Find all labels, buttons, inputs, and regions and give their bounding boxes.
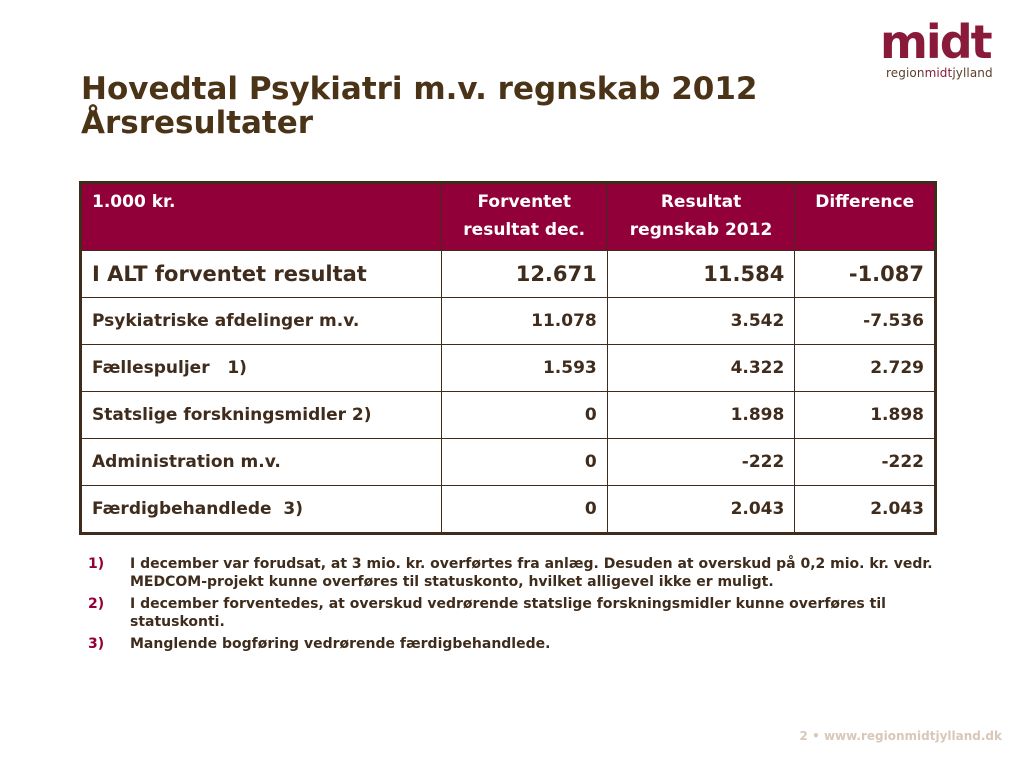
logo-tagline: regionmidtjylland xyxy=(886,66,993,80)
footer-url: www.regionmidtjylland.dk xyxy=(823,729,1002,743)
footnote-text: I december var forudsat, at 3 mio. kr. overførtes fra anlæg. Desuden at overskud på 0,2 mio. kr. vedr. MEDCOM-projekt kunne overføres til statuskonto, hvilket alligevel ikke er muligt. xyxy=(130,556,933,590)
table-row xyxy=(81,298,936,345)
slide-footer xyxy=(800,729,1002,743)
footnote-number: 3) xyxy=(88,636,105,652)
footnote-item xyxy=(88,555,968,591)
logo-wordmark: midt xyxy=(880,20,991,64)
row-forventet: 11.078 xyxy=(441,298,607,345)
footnote-number: 2) xyxy=(88,596,105,612)
row-label: Færdigbehandlede 3) xyxy=(81,486,442,534)
table-row xyxy=(81,486,936,534)
row-resultat: 4.322 xyxy=(607,345,795,392)
table-row xyxy=(81,439,936,486)
row-resultat: 11.584 xyxy=(607,251,795,298)
row-resultat: 1.898 xyxy=(607,392,795,439)
footer-separator: • xyxy=(812,729,820,743)
results-table xyxy=(79,181,937,535)
row-difference: -222 xyxy=(795,439,936,486)
footnote-number: 1) xyxy=(88,556,105,572)
row-difference: 2.729 xyxy=(795,345,936,392)
header-unit: 1.000 kr. xyxy=(81,183,442,251)
header-difference: Difference xyxy=(795,183,936,251)
header-resultat: Resultat regnskab 2012 xyxy=(607,183,795,251)
region-midtjylland-logo xyxy=(878,20,1008,82)
midt-logo-icon xyxy=(878,20,1004,64)
footnote-item xyxy=(88,595,968,631)
row-label: Fællespuljer 1) xyxy=(81,345,442,392)
row-resultat: 3.542 xyxy=(607,298,795,345)
table-row xyxy=(81,251,936,298)
row-forventet: 12.671 xyxy=(441,251,607,298)
footnote-text: I december forventedes, at overskud vedrørende statslige forskningsmidler kunne overføres til statuskonti. xyxy=(130,596,886,630)
row-resultat: -222 xyxy=(607,439,795,486)
row-difference: -1.087 xyxy=(795,251,936,298)
title-line-1: Hovedtal Psykiatri m.v. regnskab 2012 xyxy=(81,71,758,107)
row-difference: 1.898 xyxy=(795,392,936,439)
title-line-2: Årsresultater xyxy=(81,105,314,141)
table-header-row xyxy=(81,183,936,251)
row-label: Psykiatriske afdelinger m.v. xyxy=(81,298,442,345)
row-forventet: 0 xyxy=(441,439,607,486)
row-label: Administration m.v. xyxy=(81,439,442,486)
footnote-item xyxy=(88,635,968,653)
row-resultat: 2.043 xyxy=(607,486,795,534)
row-label: I ALT forventet resultat xyxy=(81,251,442,298)
row-difference: 2.043 xyxy=(795,486,936,534)
table-row xyxy=(81,392,936,439)
row-forventet: 1.593 xyxy=(441,345,607,392)
page-number: 2 xyxy=(799,729,808,743)
footnote-text: Manglende bogføring vedrørende færdigbehandlede. xyxy=(130,636,551,652)
row-label: Statslige forskningsmidler 2) xyxy=(81,392,442,439)
footnotes xyxy=(88,555,968,657)
row-difference: -7.536 xyxy=(795,298,936,345)
row-forventet: 0 xyxy=(441,392,607,439)
page-title xyxy=(81,72,758,140)
row-forventet: 0 xyxy=(441,486,607,534)
header-forventet: Forventet resultat dec. xyxy=(441,183,607,251)
table-row xyxy=(81,345,936,392)
